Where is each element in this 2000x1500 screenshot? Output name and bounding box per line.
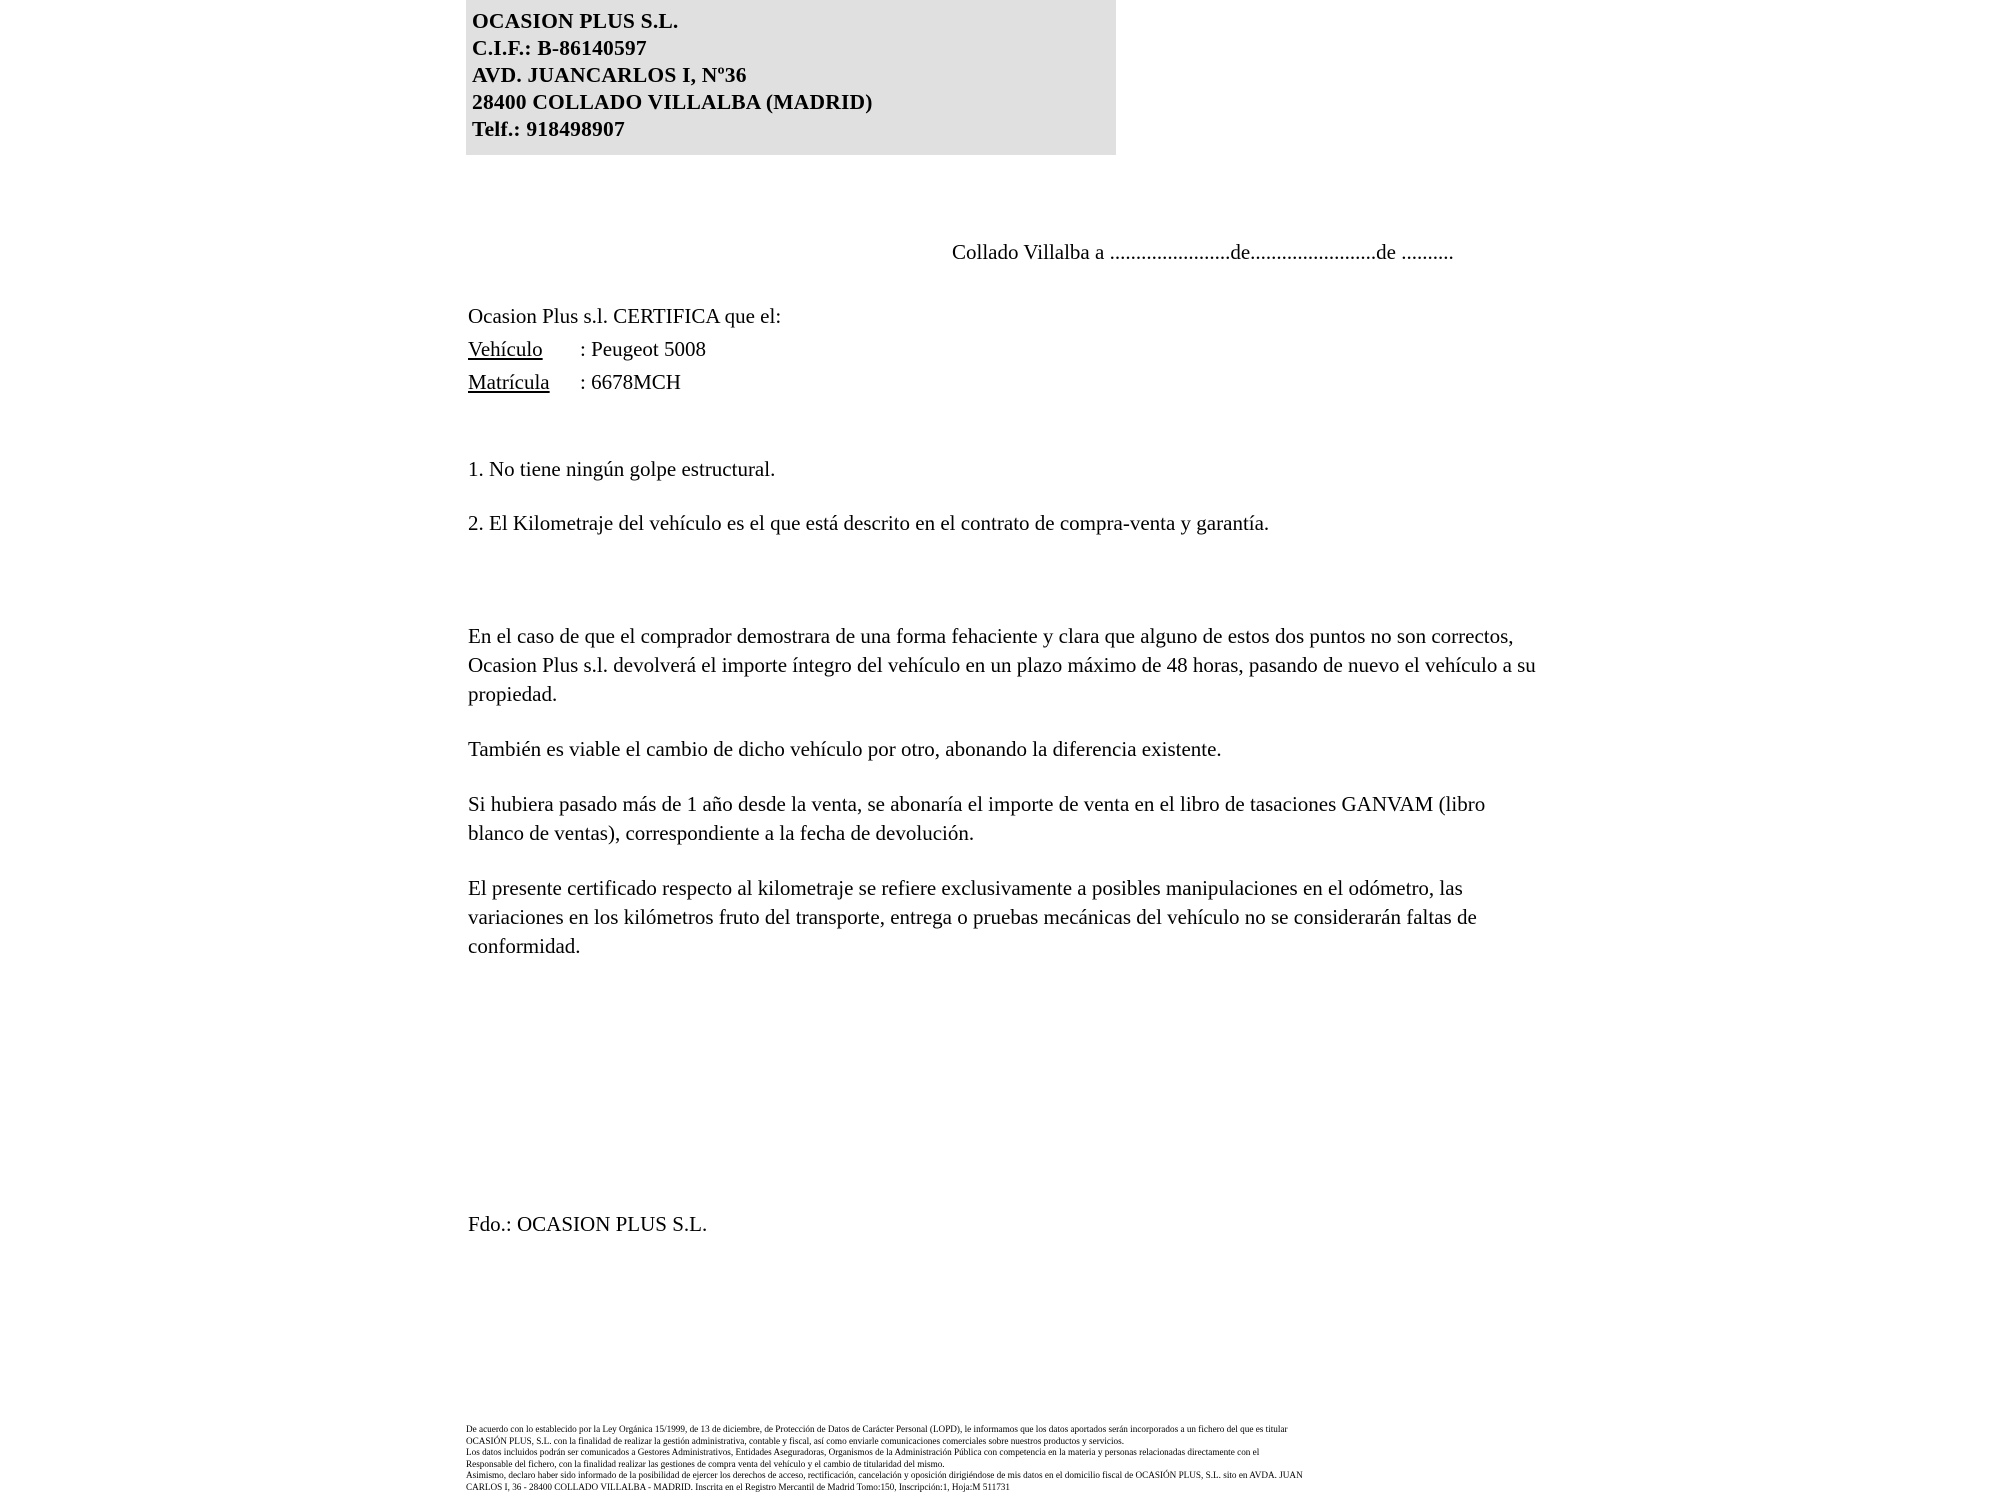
point-item-1: 1. No tiene ningún golpe estructural. [468, 457, 776, 481]
letterhead-block [466, 0, 1116, 155]
paragraph-ganvam: Si hubiera pasado más de 1 año desde la venta, se abonaría el importe de venta en el libro de tasaciones GANVAM (libro blanco de ventas), correspondiente a la fecha de devolución. [468, 792, 1486, 845]
body-copy [468, 622, 1543, 987]
paragraph-refund: En el caso de que el comprador demostrara de una forma fehaciente y clara que alguno de estos dos puntos no son correctos, Ocasion Plus s.l. devolverá el importe íntegro del vehículo en un plazo máximo de 48 horas, pasando de nuevo el vehículo a su propiedad. [468, 624, 1536, 706]
letterhead-city: 28400 COLLADO VILLALBA (MADRID) [472, 90, 873, 114]
letterhead-company-name: OCASION PLUS S.L. [472, 9, 679, 33]
vehicle-value: : Peugeot 5008 [580, 337, 706, 361]
date-line: Collado Villalba a .......................de........................de .......... [952, 240, 1454, 264]
signature-line: Fdo.: OCASION PLUS S.L. [468, 1212, 708, 1236]
legal-line-2: OCASIÓN PLUS, S.L. con la finalidad de realizar la gestión administrativa, contable y fiscal, así como enviarle comunicaciones comerciales sobre nuestros productos y servicios. [466, 1435, 1124, 1446]
plate-value: : 6678MCH [580, 370, 681, 394]
plate-label: Matrícula [468, 370, 550, 394]
legal-line-3: Los datos incluidos podrán ser comunicados a Gestores Administrativos, Entidades Aseguradoras, Organismos de la Administración Pública con competencia en la materia y personas relacionadas directamente con el [466, 1447, 1260, 1458]
point-item-2: 2. El Kilometraje del vehículo es el que está descrito en el contrato de compra-venta y garantía. [468, 511, 1270, 535]
letterhead-cif: C.I.F.: B-86140597 [472, 36, 647, 60]
legal-line-1: De acuerdo con lo establecido por la Ley Orgánica 15/1999, de 13 de diciembre, de Protección de Datos de Carácter Personal (LOPD), le informamos que los datos aportados serán incorporados a un fichero del que es titular [466, 1424, 1288, 1434]
paragraph-exchange: También es viable el cambio de dicho vehículo por otro, abonando la diferencia existente. [468, 737, 1222, 761]
vehicle-label: Vehículo [468, 337, 543, 361]
certifies-block [468, 300, 781, 399]
legal-footer [466, 1424, 1556, 1494]
letterhead-phone: Telf.: 918498907 [472, 117, 625, 141]
paragraph-odometer: El presente certificado respecto al kilometraje se refiere exclusivamente a posibles manipulaciones en el odómetro, las variaciones en los kilómetros fruto del transporte, entrega o pruebas mecánicas del vehículo no se considerarán faltas de conformidad. [468, 876, 1477, 958]
letterhead-address: AVD. JUANCARLOS I, Nº36 [472, 63, 747, 87]
certifies-intro: Ocasion Plus s.l. CERTIFICA que el: [468, 304, 782, 328]
legal-line-5: Asimismo, declaro haber sido informado de la posibilidad de ejercer los derechos de acceso, rectificación, cancelación y oposición dirigiéndose de mis datos en el domicilio fiscal de OCASIÓN PLUS, S.L. sito en AVDA. JUAN [466, 1470, 1303, 1481]
vehicle-row [468, 333, 781, 366]
points-list [468, 454, 1668, 562]
legal-line-4: Responsable del fichero, con la finalidad realizar las gestiones de compra venta del vehículo y el cambio de titularidad del mismo. [466, 1458, 945, 1469]
legal-line-6: CARLOS I, 36 - 28400 COLLADO VILLALBA - MADRID. Inscrita en el Registro Mercantil de Madrid Tomo:150, Inscripción:1, Hoja:M 511731 [466, 1481, 1010, 1492]
plate-row [468, 366, 781, 399]
